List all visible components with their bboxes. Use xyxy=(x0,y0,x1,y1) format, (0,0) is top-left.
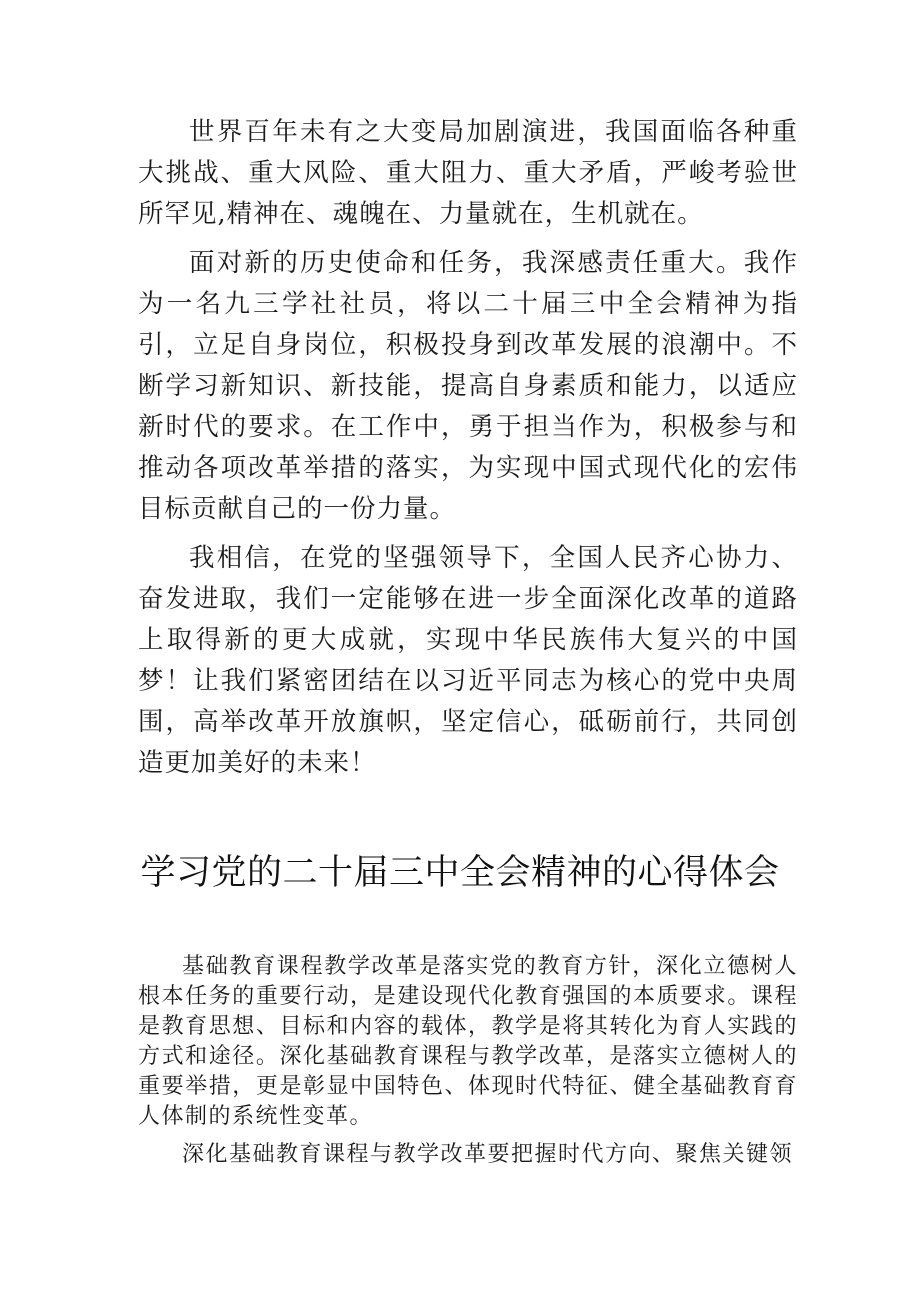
paragraph-top-2: 面对新的历史使命和任务，我深感责任重大。我作为一名九三学社社员，将以二十届三中全会精神为指引，立足自身岗位，积极投身到改革发展的浪潮中。不断学习新知识、新技能，提高自身素质和能力，以适应新时代的要求。在工作中，勇于担当作为，积极参与和推动各项改革举措的落实，为实现中国式现代化的宏伟目标贡献自己的一份力量。 xyxy=(138,248,798,524)
paragraph-top-3: 我相信，在党的坚强领导下，全国人民齐心协力、奋发进取，我们一定能够在进一步全面深化改革的道路上取得新的更大成就，实现中华民族伟大复兴的中国梦！让我们紧密团结在以习近平同志为核心的党中央周围，高举改革开放旗帜，坚定信心，砥砺前行，共同创造更加美好的未来！ xyxy=(138,543,798,778)
article-bottom-section xyxy=(138,952,798,1178)
paragraph-bottom-1: 基础教育课程教学改革是落实党的教育方针，深化立德树人根本任务的重要行动，是建设现代化教育强国的本质要求。课程是教育思想、目标和内容的载体，教学是将其转化为育人实践的方式和途径。深化基础教育课程与教学改革，是落实立德树人的重要举措，更是彰显中国特色、体现时代特征、健全基础教育育人体制的系统性变革。 xyxy=(138,954,798,1129)
paragraph-top-1: 世界百年未有之大变局加剧演进，我国面临各种重大挑战、重大风险、重大阻力、重大矛盾，严峻考验世所罕见,精神在、魂魄在、力量就在，生机就在。 xyxy=(138,117,798,229)
paragraph-bottom-2: 深化基础教育课程与教学改革要把握时代方向、聚焦关键领 xyxy=(182,1142,794,1167)
article-top-section xyxy=(138,112,798,792)
article-title: 学习党的二十届三中全会精神的心得体会 xyxy=(140,853,780,893)
